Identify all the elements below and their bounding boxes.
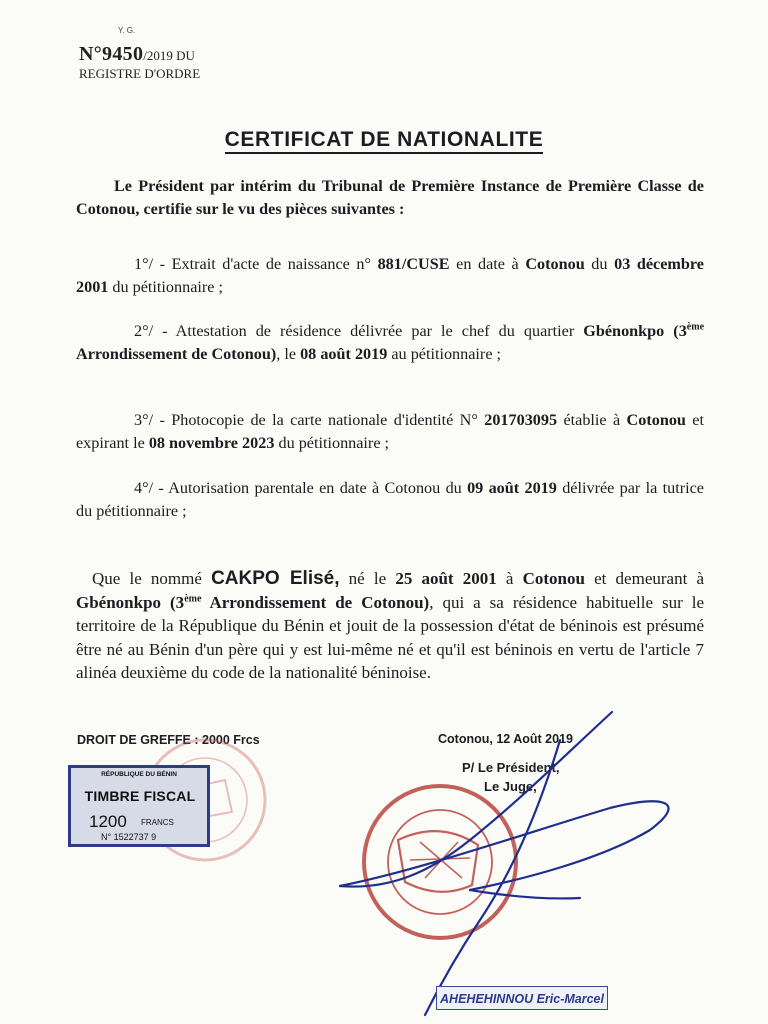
certificate-number: N°9450 — [79, 43, 144, 65]
stamp-label: TIMBRE FISCAL — [84, 788, 196, 804]
intro-paragraph: Le Président par intérim du Tribunal de Première Instance de Première Classe de Cotonou, certifie sur le vu des pièces suivantes : — [76, 177, 704, 218]
signatory-name-stamp: AHEHEHINNOU Eric-Marcel — [436, 986, 608, 1010]
clerk-initials: Y. G. — [118, 26, 136, 35]
registry-year: /2019 DU — [143, 48, 195, 63]
stamp-republic: RÉPUBLIQUE DU BÉNIN — [101, 771, 177, 778]
piece-1: 1°/ - Extrait d'acte de naissance n° 881/CUSE en date à Cotonou du 03 décembre 2001 du pétitionnaire ; — [76, 255, 704, 296]
signature-strokes — [340, 712, 669, 1015]
main-paragraph: Que le nommé CAKPO Elisé, né le 25 août 2001 à Cotonou et demeurant à Gbénonkpo (3ème Arrondissement de Cotonou), qui a sa résidence habituelle sur le territoire de la République du Bénin et jouit de la possession d'état de béninois est présumé être né au Bénin d'un père qui y est lui-même né et qu'il est béninois en vertu de l'article 7 alinéa deuxième du code de la nationalité béninoise. — [76, 568, 705, 682]
piece-3: 3°/ - Photocopie de la carte nationale d'identité N° 201703095 établie à Cotonou et expirant le 08 novembre 2023 du pétitionnaire ; — [76, 411, 704, 452]
place-date: Cotonou, 12 Août 2019 — [438, 732, 573, 746]
stamp-currency: FRANCS — [141, 818, 174, 827]
petitioner-name: CAKPO Elisé, — [211, 568, 340, 589]
fiscal-stamp — [68, 765, 210, 847]
stamp-serial: N° 1522737 9 — [101, 832, 157, 842]
piece-2: 2°/ - Attestation de résidence délivrée par le chef du quartier Gbénonkpo (3ème Arrondissement de Cotonou), le 08 août 2019 au pétitionnaire ; — [76, 321, 705, 363]
piece-4: 4°/ - Autorisation parentale en date à Cotonou du 09 août 2019 délivrée par la tutrice du pétitionnaire ; — [76, 479, 704, 520]
document-title-text: CERTIFICAT DE NATIONALITE — [225, 128, 544, 154]
stamp-amount: 1200 — [89, 812, 127, 831]
registry-fee: DROIT DE GREFFE : 2000 Frcs — [77, 733, 260, 747]
president-label: P/ Le Président, — [462, 760, 560, 775]
judge-label: Le Juge, — [484, 779, 537, 794]
registry-label: REGISTRE D'ORDRE — [79, 66, 201, 81]
